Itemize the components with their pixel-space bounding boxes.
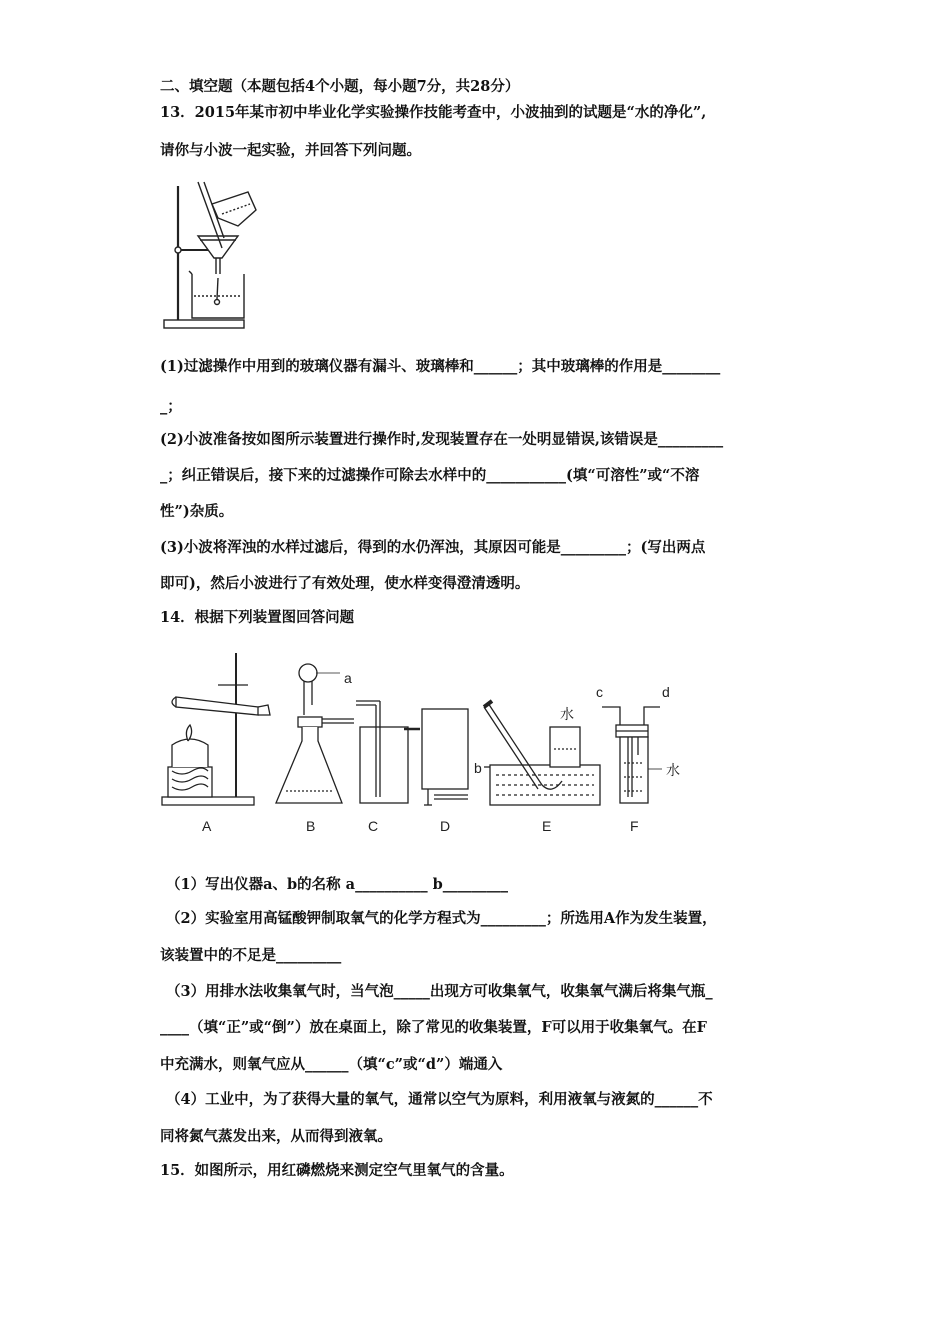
apparatus-C (356, 701, 420, 803)
label-F: F (630, 818, 639, 834)
label-c: c (596, 684, 603, 700)
q14-title: 14．根据下列装置图回答问题 (160, 609, 355, 626)
q13-part2-line2: _；纠正错误后，接下来的过滤操作可除去水样中的___________(填“可溶性”或“不溶 (160, 467, 700, 484)
q14-part3-line2: ____（填“正”或“倒”）放在桌面上，除了常见的收集装置，F可以用于收集氧气。在F (160, 1019, 707, 1036)
label-C: C (368, 818, 379, 834)
q13-part3-line2: 即可)，然后小波进行了有效处理，使水样变得澄清透明。 (160, 575, 530, 592)
q13-stem-line2: 请你与小波一起实验，并回答下列问题。 (160, 142, 421, 159)
label-water-E: 水 (560, 706, 574, 722)
q13-part1-line2: _； (160, 398, 182, 415)
label-B: B (306, 818, 316, 834)
label-b: b (474, 760, 482, 776)
apparatus-D (422, 709, 468, 805)
label-D: D (440, 818, 451, 834)
q13-part3-line1: (3)小波将浑浊的水样过滤后，得到的水仍浑浊，其原因可能是_________；(写出两点 (160, 539, 706, 556)
q14-part2-line1: （2）实验室用高锰酸钾制取氧气的化学方程式为_________；所选用A作为发生装置， (166, 910, 717, 927)
label-d: d (662, 684, 670, 700)
apparatus-E (484, 701, 600, 805)
apparatus-F (602, 707, 662, 803)
label-A: A (202, 818, 212, 834)
label-water-F: 水 (666, 762, 680, 778)
label-a: a (344, 670, 352, 686)
apparatus-A (162, 653, 270, 805)
q13-part2-line1: (2)小波准备按如图所示装置进行操作时,发现装置存在一处明显错误,该错误是_________ (160, 431, 724, 448)
q14-part1: （1）写出仪器a、b的名称 a__________ b_________ (166, 876, 509, 893)
q13-part2-line3: 性”)杂质。 (160, 503, 234, 520)
q13-part1-line1: (1)过滤操作中用到的玻璃仪器有漏斗、玻璃棒和______；其中玻璃棒的作用是________ (160, 358, 721, 375)
label-E: E (542, 818, 552, 834)
filtration-apparatus-figure (160, 178, 270, 333)
q14-part3-line1: （3）用排水法收集氧气时，当气泡_____出现方可收集氧气，收集氧气满后将集气瓶_ (166, 983, 713, 1000)
q14-part3-line3: 中充满水，则氧气应从______（填“c”或“d”）端通入 (160, 1056, 503, 1073)
stand-base (164, 320, 244, 328)
gas-apparatus-figure (158, 645, 698, 845)
q15-title: 15．如图所示，用红磷燃烧来测定空气里氧气的含量。 (160, 1162, 514, 1179)
q14-part4-line2: 同将氮气蒸发出来，从而得到液氧。 (160, 1128, 392, 1145)
apparatus-B (276, 664, 354, 803)
section-header: 二、填空题（本题包括4个小题，每小题7分，共28分） (160, 78, 520, 95)
q13-stem-line1: 13．2015年某市初中毕业化学实验操作技能考查中，小波抽到的试题是“水的净化”, (160, 104, 707, 121)
q14-part4-line1: （4）工业中，为了获得大量的氧气，通常以空气为原料，利用液氧与液氮的______不 (166, 1091, 713, 1108)
q14-part2-line2: 该装置中的不足是_________ (160, 947, 342, 964)
